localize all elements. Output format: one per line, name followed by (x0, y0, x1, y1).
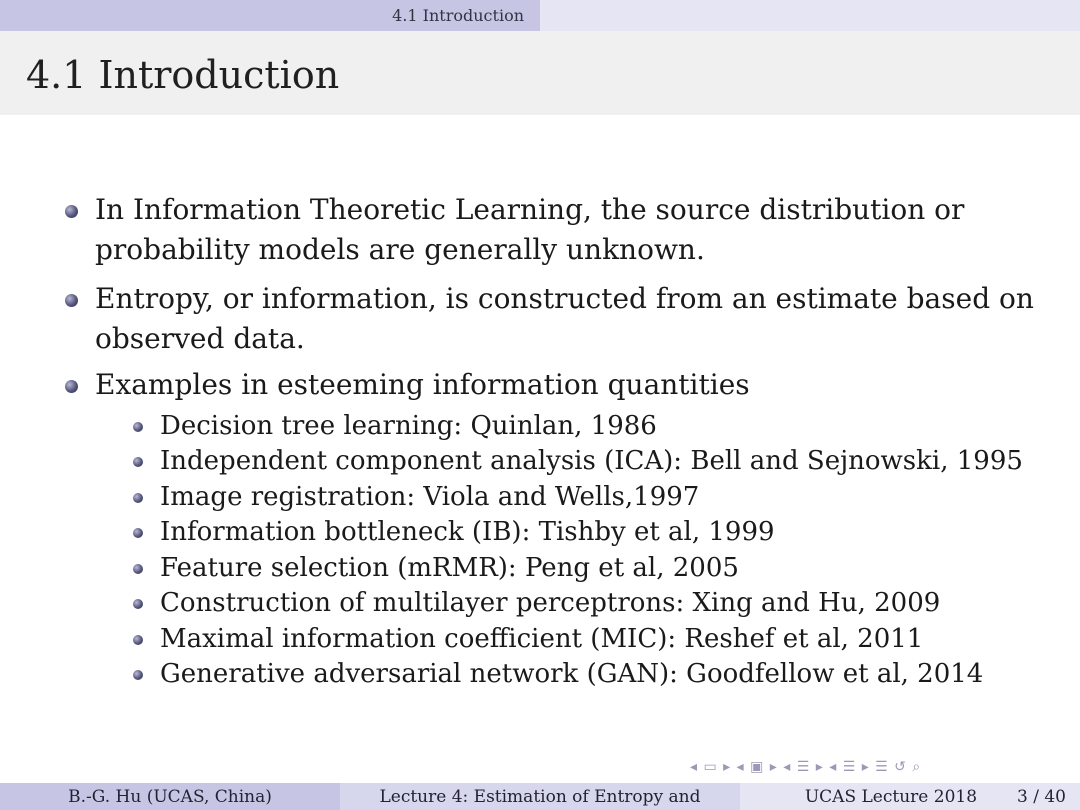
slide-title: 4.1 Introduction (26, 53, 340, 97)
sub-bullet-item (160, 657, 1060, 691)
sub-bullet-text: Construction of multilayer perceptrons: Xing and Hu, 2009 (160, 588, 941, 618)
sub-bullet-item (160, 515, 1060, 549)
sub-bullet-text: Decision tree learning: Quinlan, 1986 (160, 411, 657, 441)
sub-bullet-ball-icon (133, 635, 143, 645)
sub-bullet-item (160, 586, 1060, 620)
section-nav-empty (540, 0, 1080, 31)
bullet-ball-icon (65, 380, 78, 393)
beamer-navigation-icons[interactable]: ◂ ▭ ▸ ◂ ▣ ▸ ◂ ☰ ▸ ◂ ☰ ▸ ☰ ↺ ⌕ (690, 759, 922, 775)
bullet-item (95, 279, 1055, 359)
sub-bullet-ball-icon (133, 670, 143, 680)
footline (0, 783, 1080, 810)
bullet-text-line: probability models are generally unknown. (95, 233, 705, 266)
sub-bullet-text: Feature selection (mRMR): Peng et al, 2005 (160, 553, 739, 583)
sub-bullet-ball-icon (133, 457, 143, 467)
sub-bullet-text: Maximal information coefficient (MIC): Reshef et al, 2011 (160, 624, 924, 654)
section-navigation-bar (0, 0, 1080, 31)
sub-bullet-ball-icon (133, 528, 143, 538)
bullet-text-line: Examples in esteeming information quantities (95, 368, 750, 401)
sub-bullet-ball-icon (133, 422, 143, 432)
sub-bullet-item (160, 444, 1060, 478)
sub-bullet-text: Image registration: Viola and Wells,1997 (160, 482, 700, 512)
sub-bullet-item (160, 551, 1060, 585)
sub-bullet-item (160, 622, 1060, 656)
sub-bullet-ball-icon (133, 493, 143, 503)
footer-author-text: B.-G. Hu (UCAS, China) (68, 786, 272, 807)
sub-bullet-text: Independent component analysis (ICA): Bell and Sejnowski, 1995 (160, 446, 1023, 476)
section-nav-cell[interactable] (0, 0, 540, 31)
footer-lecture (340, 783, 740, 810)
page-number: 3 / 40 (1017, 786, 1066, 807)
sub-bullet-text: Generative adversarial network (GAN): Goodfellow et al, 2014 (160, 659, 984, 689)
bullet-item (95, 190, 1055, 270)
bullet-item (95, 365, 1055, 405)
sub-bullet-ball-icon (133, 564, 143, 574)
sub-bullet-item (160, 409, 1060, 443)
sub-bullet-ball-icon (133, 599, 143, 609)
frame-title-bar (0, 31, 1080, 115)
bullet-ball-icon (65, 294, 78, 307)
sub-bullet-text: Information bottleneck (IB): Tishby et al, 1999 (160, 517, 775, 547)
sub-bullet-item (160, 480, 1060, 514)
section-nav-label[interactable]: 4.1 Introduction (392, 6, 524, 25)
footer-course (740, 783, 1080, 810)
bullet-ball-icon (65, 205, 78, 218)
bullet-text-line: observed data. (95, 322, 305, 355)
bullet-text-line: In Information Theoretic Learning, the source distribution or (95, 193, 965, 226)
footer-lecture-text: Lecture 4: Estimation of Entropy and (379, 786, 701, 807)
footer-course-text: UCAS Lecture 2018 (804, 786, 978, 807)
footer-author (0, 783, 340, 810)
bullet-text-line: Entropy, or information, is constructed from an estimate based on (95, 282, 1034, 315)
